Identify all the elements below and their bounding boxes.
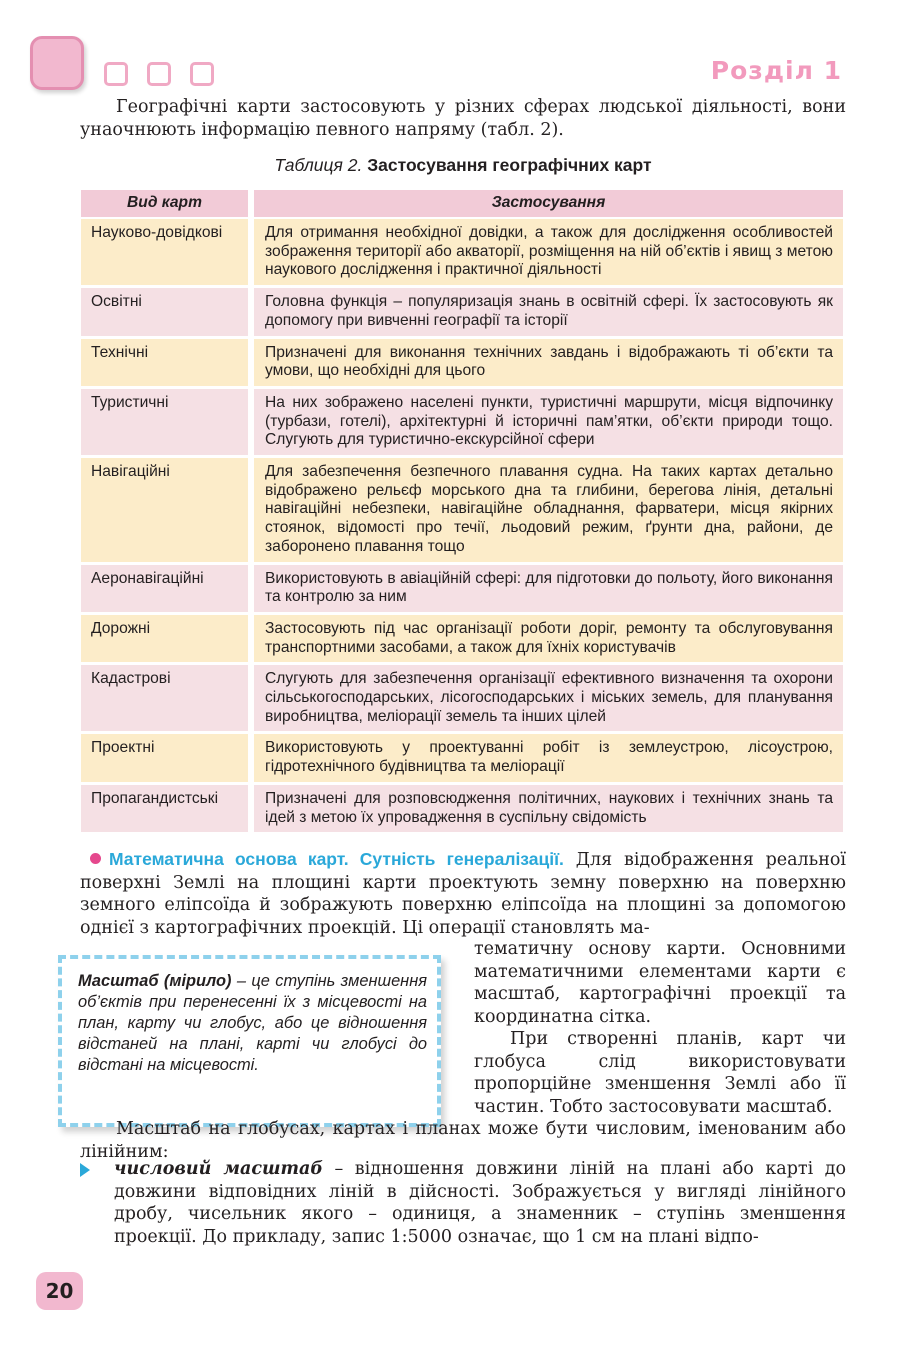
table-row <box>81 218 843 287</box>
usage-cell: Слугують для забезпечення організації ефективного визначення та охорони сільськогосподарських, лісогосподарських і міських земель, для планування виробництва, меліорації земель та інших цілей <box>251 664 843 733</box>
section-label: Розділ 1 <box>710 56 842 85</box>
usage-cell: Призначені для розповсюдження політичних, наукових і технічних знань та ідей з метою їх упровадження в суспільну свідомість <box>251 783 843 833</box>
table-row <box>81 387 843 456</box>
math-basis-heading: Математична основа карт. Сутність генералізації. <box>109 849 564 869</box>
math-basis-paragraph <box>80 848 846 939</box>
table-caption <box>80 155 846 176</box>
scale-paragraph: При створенні планів, карт чи глобуса слід використовувати пропорційне зменшення Землі або її частин. Тобто застосовувати масштаб. <box>474 1029 846 1117</box>
map-type-cell: Кадастрові <box>81 664 251 733</box>
math-basis-continuation: тематичну основу карти. Основними математичними елементами карти є масштаб, картографічні проекції та координатна сітка. <box>474 939 846 1027</box>
intro-paragraph: Географічні карти застосовують у різних сферах людської діяльності, вони унаочнюють інформацію певного напряму (табл. 2). <box>80 97 846 140</box>
definition-term: Масштаб (мірило) <box>78 972 232 990</box>
table-row <box>81 287 843 337</box>
decor-square-2 <box>147 62 171 86</box>
usage-cell: На них зображено населені пункти, туристичні маршрути, місця відпочинку (турбази, готелі), архітектурні й історичні пам’ятки, об’єкти природи тощо. Слугують для туристично-екскурсійної сфери <box>251 387 843 456</box>
list-item-text: – відношення довжини ліній на плані або карті до довжини відповідних ліній в дійсності. Зображується у вигляді лінійного дробу, чисельник якого – одиниця, а знаменник – ступінь зменшення проекції. До прикладу, запис 1:5000 означає, що 1 см на плані відпо- <box>114 1159 846 1247</box>
map-type-cell: Технічні <box>81 337 251 387</box>
table-row <box>81 783 843 833</box>
decor-square-1 <box>104 62 128 86</box>
usage-cell: Використовують в авіаційній сфері: для підготовки до польоту, його виконання та контролю за ним <box>251 563 843 613</box>
map-type-cell: Дорожні <box>81 613 251 663</box>
list-arrow-icon <box>80 1163 90 1177</box>
map-type-cell: Науково-довідкові <box>81 218 251 287</box>
table-row <box>81 563 843 613</box>
table-row <box>81 664 843 733</box>
map-type-cell: Аеронавігаційні <box>81 563 251 613</box>
list-item-term: числовий масштаб <box>114 1159 324 1179</box>
table-caption-title: Застосування географічних карт <box>367 155 652 175</box>
table-header-row <box>81 190 843 218</box>
definition-box <box>58 955 441 1127</box>
usage-cell: Головна функція – популяризація знань в освітній сфері. Їх застосовують як допомогу при вивченні географії та історії <box>251 287 843 337</box>
map-usage-table <box>81 190 843 835</box>
usage-cell: Застосовують під час організації роботи доріг, ремонту та обслуговування транспортними засобами, а також для їхніх користувачів <box>251 613 843 663</box>
header-usage: Застосування <box>251 190 843 218</box>
usage-cell: Для забезпечення безпечного плавання судна. На таких картах детально відображено рельєф морського дна та глибини, берегова лінія, детальні навігаційні небезпеки, навігаційне обладнання, фарватери, місця якірних стоянок, відомості про течії, льодовий режим, ґрунти дна, райони, де заборонено плавання тощо <box>251 457 843 564</box>
table-row <box>81 457 843 564</box>
map-type-cell: Туристичні <box>81 387 251 456</box>
usage-cell: Призначені для виконання технічних завдань і відображають ті об’єкти та умови, що необхідні для цього <box>251 337 843 387</box>
page-number: 20 <box>36 1272 83 1310</box>
list-item-numeric-scale <box>114 1158 846 1248</box>
table-caption-label: Таблиця 2. <box>274 155 363 175</box>
map-type-cell: Пропагандистські <box>81 783 251 833</box>
header-map-type: Вид карт <box>81 190 251 218</box>
table-row <box>81 733 843 783</box>
section-marker-square <box>30 36 84 90</box>
math-basis-text: Для відображення реальної поверхні Землі на площині карти проектують земну поверхню на поверхню земного еліпсоїда й зображують поверхню еліпсоїда на площині за допомогою однієї з картографічних проекцій. Ці операції становлять ма- <box>80 850 846 938</box>
table-row <box>81 613 843 663</box>
scale-types-paragraph: Масштаб на глобусах, картах і планах може бути числовим, іменованим або лінійним: <box>80 1119 846 1162</box>
table-row <box>81 337 843 387</box>
usage-cell: Для отримання необхідної довідки, а також для дослідження особливостей зображення території або акваторії, розміщення на ній об’єктів і явищ з метою наукового дослідження і практичної діяльності <box>251 218 843 287</box>
bullet-dot-icon <box>90 853 101 864</box>
usage-cell: Використовують у проектуванні робіт із землеустрою, лісоустрою, гідротехнічного будівництва та меліорації <box>251 733 843 783</box>
map-type-cell: Освітні <box>81 287 251 337</box>
decor-square-3 <box>190 62 214 86</box>
map-type-cell: Проектні <box>81 733 251 783</box>
definition-text: – це ступінь зменшення об’єктів при перенесенні їх з місцевості на план, карту чи глобус, або це відношення відстаней на плані, карті чи глобусі до відстані на місцевості. <box>78 972 427 1074</box>
map-type-cell: Навігаційні <box>81 457 251 564</box>
